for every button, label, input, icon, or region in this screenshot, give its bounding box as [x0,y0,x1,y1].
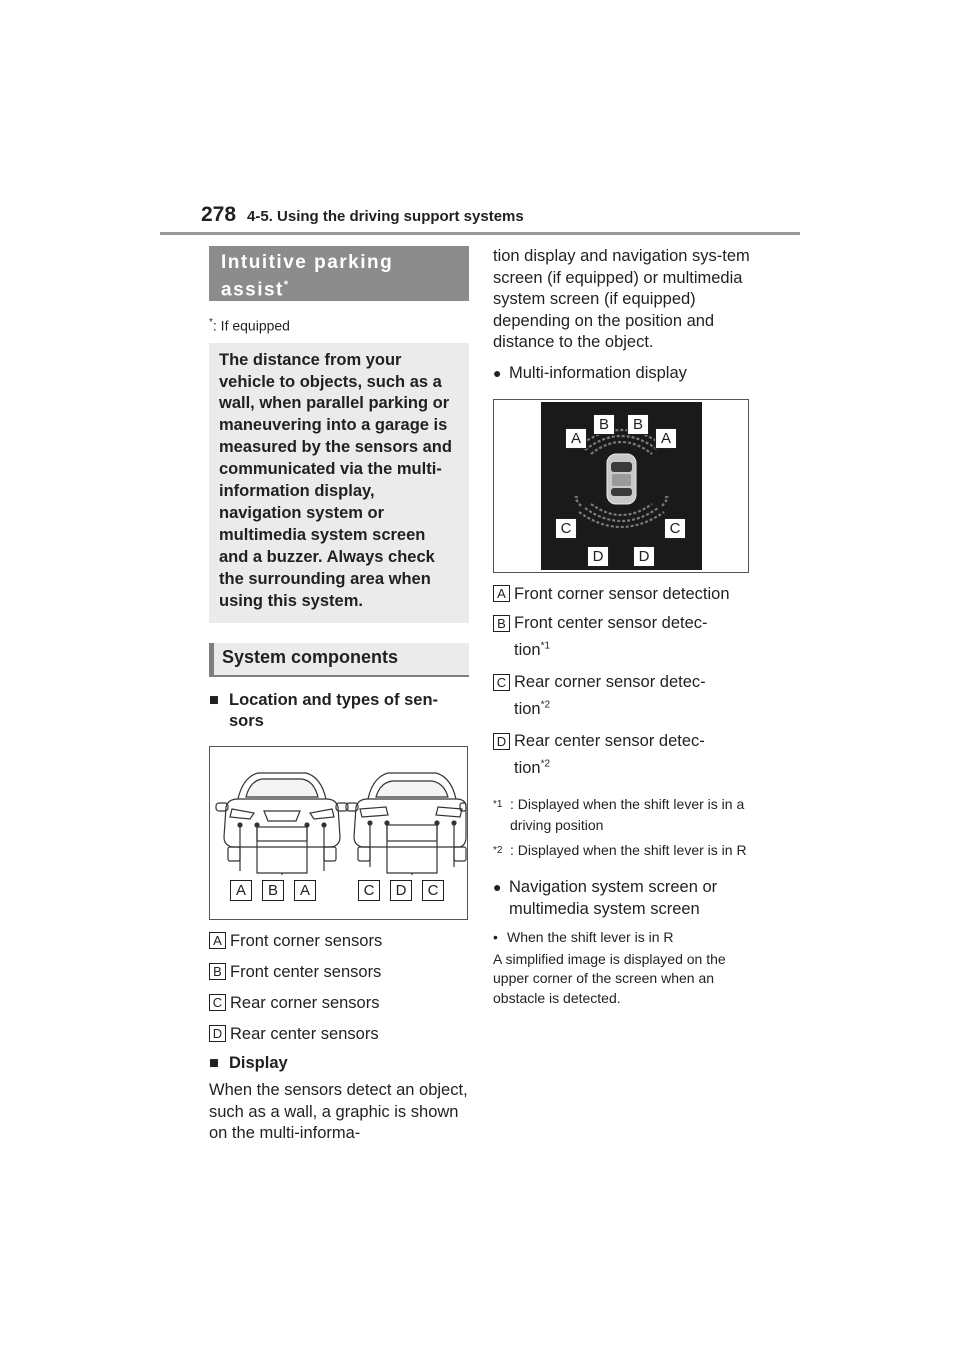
legend-text: Rear corner sensors [230,993,380,1012]
rear-car-illustration [346,773,466,875]
legend-item [209,930,469,952]
footnote-mark [493,840,510,864]
legend-item [493,613,758,664]
square-bullet-icon: ■ [209,1053,219,1072]
legend-item [209,961,469,983]
bullet-icon: ● [493,879,502,896]
legend-footnote-mark: *1 [540,640,551,652]
left-column [209,246,469,1145]
detection-legend [493,583,758,782]
legend-item [493,672,758,723]
simplified-paragraph: A simplified image is displayed on the upper corner of the screen when an obstacle is detected. [493,950,726,1007]
legend-text-line2: tion [514,758,541,777]
screen-label: C [555,518,577,539]
nav-heading-line1: Navigation system screen or [509,878,718,897]
legend-key: B [209,963,226,980]
screen-label: B [593,414,615,435]
legend-footnote-mark: *2 [540,699,551,711]
location-heading-text [229,690,438,733]
sensor-label-front-center: B [262,880,284,901]
nav-heading-text [509,876,717,920]
shift-r-text: When the shift lever is in R [507,929,674,946]
sensor-legend [209,930,469,1045]
square-bullet-icon: ■ [209,690,219,709]
legend-text: Front center sensors [230,962,382,981]
legend-key: C [493,674,510,691]
mid-heading [493,362,758,384]
legend-text-line2: tion [514,640,541,659]
legend-text: Front corner sensor detection [514,584,730,603]
small-bullet-icon: • [493,929,498,946]
legend-item [209,992,469,1014]
legend-key: B [493,615,510,632]
intro-box: The distance from your vehicle to objects, such as a wall, when parallel parking or maneuvering into a garage is measured by the sensors and communicated via the multi-information display, navigation system or multimedia system screen and a buzzer. Always check the surrounding area when using this system. [209,343,469,623]
screen-label: D [587,546,609,567]
footnote-1 [493,794,758,836]
sensor-label-rear-left: C [358,880,380,901]
legend-text [514,610,708,664]
legend-key: D [209,1025,226,1042]
nav-heading-line2: multimedia system screen [509,900,700,919]
section-title: 4-5. Using the driving support systems [247,208,524,225]
equipped-note [209,314,469,335]
screen-label: B [627,414,649,435]
feature-title [209,246,469,301]
sensor-label-rear-right: C [422,880,444,901]
legend-key: A [209,932,226,949]
legend-key: A [493,585,510,602]
location-heading-line2: sors [229,712,264,731]
continued-paragraph: tion display and navigation sys-tem screen (if equipped) or multimedia system screen (if equipped) depending on the position and distance to the object. [493,247,750,352]
screen-label: D [633,546,655,567]
components-title: System components [209,643,469,677]
legend-item [493,583,758,605]
header-rule [160,232,800,235]
feature-title-text: Intuitive parking assist [221,252,394,301]
screen-label: C [664,518,686,539]
bullet-icon: ● [493,364,502,381]
sensor-label-front-right: A [294,880,316,901]
footnote-mark [493,794,510,836]
legend-item [493,731,758,782]
screen-label: A [565,428,587,449]
legend-text [514,669,706,723]
right-column [493,246,758,1009]
mid-heading-text: Multi-information display [509,363,687,382]
legend-item [209,1023,469,1045]
mid-screen-figure [493,399,749,573]
location-heading-line1: Location and types of sen- [229,690,439,709]
footnote-text: : Displayed when the shift lever is in a driving position [510,795,745,833]
legend-footnote-mark: *2 [540,758,551,770]
mid-screen-panel [541,402,702,570]
footnote-2 [493,840,758,864]
nav-heading [493,876,758,920]
equipped-text: : If equipped [212,317,290,334]
footnote-text: : Displayed when the shift lever is in R [510,841,747,858]
shift-r-bullet [493,928,758,948]
legend-text-line2: tion [514,699,541,718]
legend-text: Front corner sensors [230,931,383,950]
legend-text: Rear center sensors [230,1024,379,1043]
equipped-mark: * [209,317,213,328]
legend-text [514,728,705,782]
legend-key: D [493,733,510,750]
legend-key: C [209,994,226,1011]
footnote-mark-text: *2 [493,844,503,856]
legend-text-line1: Rear center sensor detec- [514,731,705,750]
legend-text-line1: Front center sensor detec- [514,613,708,632]
footnote-mark-text: *1 [493,798,503,810]
location-heading [209,690,469,733]
sensor-label-rear-center: D [390,880,412,901]
page-number: 278 [201,203,237,226]
screen-label: A [655,428,677,449]
car-top-view [607,454,636,504]
display-paragraph: When the sensors detect an object, such as a wall, a graphic is shown on the multi-informa- [209,1081,468,1143]
display-heading-text: Display [229,1053,288,1072]
sensor-label-front-left: A [230,880,252,901]
legend-text-line1: Rear corner sensor detec- [514,672,706,691]
display-heading [209,1053,469,1075]
front-car-illustration [216,773,348,875]
sensor-location-figure [209,746,468,920]
feature-title-mark: * [283,279,289,291]
